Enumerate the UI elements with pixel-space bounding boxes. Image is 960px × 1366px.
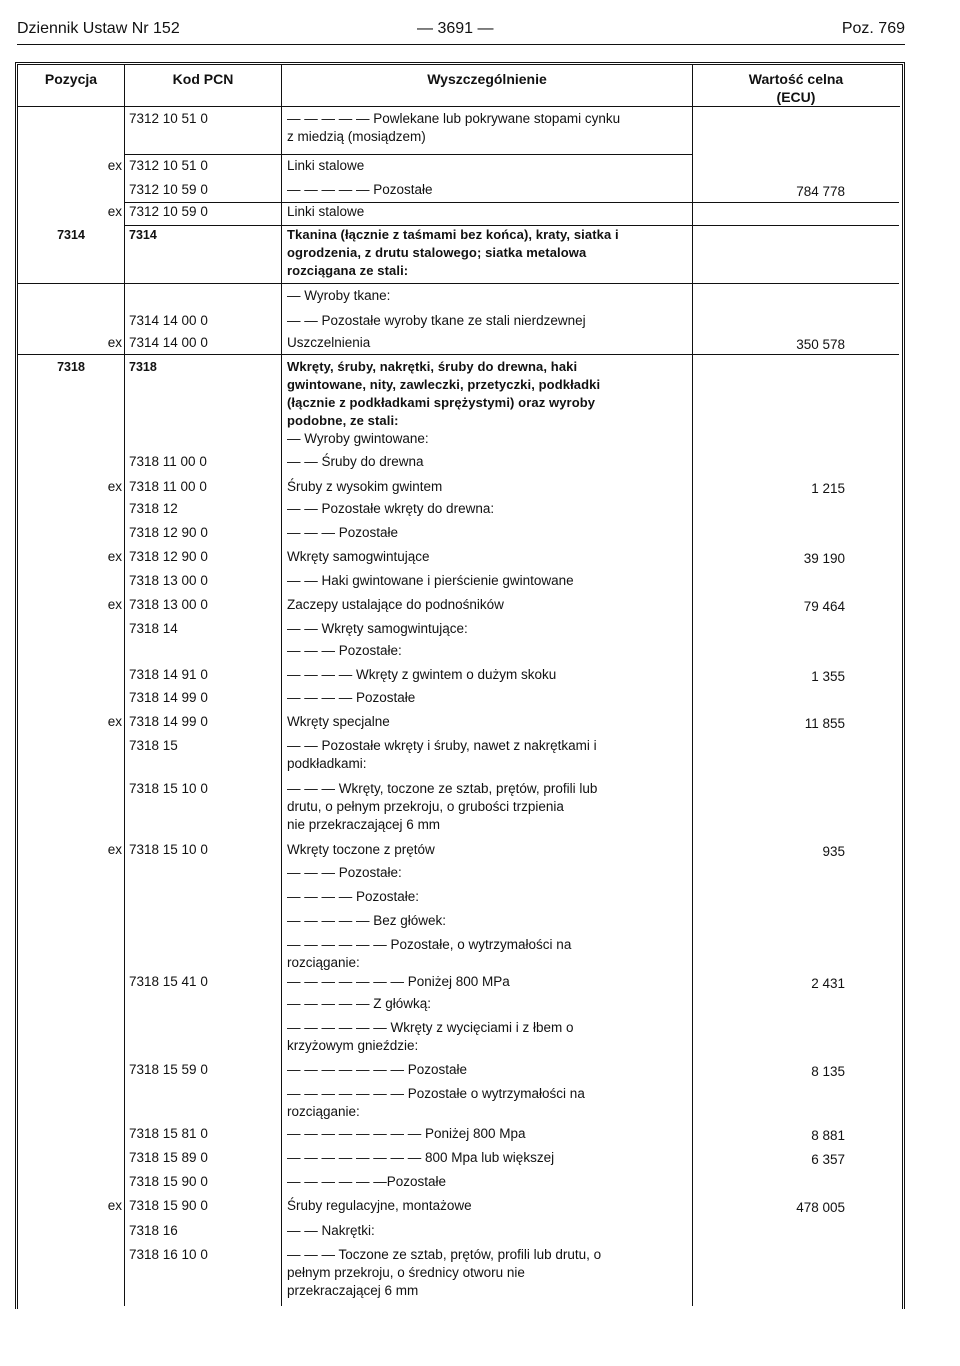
pcn-code-cell: 7318 16 (129, 1223, 178, 1238)
pcn-code-cell: 7312 10 59 0 (129, 204, 208, 219)
pcn-code-cell: 7318 15 (129, 738, 178, 753)
page-number: — 3691 — (417, 20, 494, 37)
customs-value-cell: 478 005 (796, 1200, 845, 1215)
col-divider-3 (692, 65, 693, 1306)
customs-value-cell: 11 855 (804, 716, 845, 731)
ex-marker: ex (107, 1198, 122, 1213)
description-cell: — — Pozostałe wkręty do drewna: (287, 501, 495, 516)
pcn-code-cell: 7318 15 90 0 (129, 1198, 208, 1213)
position-cell: 7318 (57, 360, 85, 374)
pcn-code-cell: 7314 14 00 0 (129, 335, 208, 350)
description-cell: — — — — — — — Pozostałe (287, 1062, 468, 1077)
description-cell: — — — — Pozostałe (287, 690, 416, 705)
pcn-code-cell: 7318 12 90 0 (129, 549, 208, 564)
pcn-code-cell: 7312 10 51 0 (129, 158, 208, 173)
description-cell: — — Śruby do drewna (287, 454, 424, 469)
row-separator (125, 225, 899, 226)
customs-value-cell: 784 778 (796, 184, 845, 199)
pcn-code-cell: 7318 14 99 0 (129, 690, 208, 705)
position-cell: 7314 (57, 228, 85, 242)
pcn-code-cell: 7318 13 00 0 (129, 597, 208, 612)
description-cell: Linki stalowe (287, 204, 365, 219)
pcn-code-cell: 7318 15 10 0 (129, 842, 208, 857)
pcn-code-cell: 7318 15 41 0 (129, 974, 208, 989)
description-cell: — — Pozostałe wyroby tkane ze stali nierdzewnej (287, 313, 586, 328)
description-cell: — — Wkręty samogwintujące: (287, 621, 468, 636)
pcn-code-cell: 7318 12 90 0 (129, 525, 208, 540)
customs-value-cell: 2 431 (811, 976, 845, 991)
description-cell: — — — — — —Pozostałe (287, 1174, 447, 1189)
pcn-code-cell: 7318 15 10 0 (129, 781, 208, 796)
description-cell: Zaczepy ustalające do podnośników (287, 597, 504, 612)
description-cell: — — — — Pozostałe: (287, 889, 420, 904)
column-header-kod: Kod PCN (172, 71, 234, 87)
pcn-code-cell: 7318 12 (129, 501, 178, 516)
pcn-code-cell: 7318 15 90 0 (129, 1174, 208, 1189)
description-cell: — — Haki gwintowane i pierścienie gwintowane (287, 573, 574, 588)
description-cell: — — — Pozostałe: (287, 643, 402, 658)
pcn-code-cell: 7312 10 51 0 (129, 111, 208, 126)
customs-value-cell: 79 464 (803, 599, 845, 614)
description-cell: Wkręty specjalne (287, 714, 390, 729)
column-header-pozycja: Pozycja (44, 71, 98, 87)
description-cell: Śruby z wysokim gwintem (287, 479, 443, 494)
column-header-wartosc: Wartość celna (ECU) (748, 71, 844, 105)
pcn-code-cell: 7318 14 91 0 (129, 667, 208, 682)
position-number: Poz. 769 (841, 20, 905, 37)
customs-value-cell: 39 190 (803, 551, 845, 566)
col-divider-1 (124, 65, 125, 1306)
column-header-opis: Wyszczególnienie (427, 71, 547, 87)
col-divider-2 (281, 65, 282, 1306)
pcn-code-cell: 7314 (129, 228, 157, 242)
ex-marker: ex (107, 335, 122, 350)
description-cell: — — Pozostałe wkręty i śruby, nawet z nakrętkami i podkładkami: (287, 738, 597, 771)
ex-marker: ex (107, 714, 122, 729)
description-cell: Linki stalowe (287, 158, 365, 173)
pcn-code-cell: 7318 11 00 0 (129, 479, 207, 494)
description-cell: — — — — — Bez główek: (287, 913, 447, 928)
pcn-code-cell: 7318 15 81 0 (129, 1126, 208, 1141)
pcn-code-cell: 7318 14 99 0 (129, 714, 208, 729)
description-cell: — — — — — — Pozostałe, o wytrzymałości na rozciąganie: (287, 937, 572, 970)
description-cell: — — — — — — Wkręty z wycięciami i z łbem o krzyżowym gnieździe: (287, 1020, 574, 1053)
description-cell: Śruby regulacyjne, montażowe (287, 1198, 472, 1213)
row-separator (125, 202, 899, 203)
pcn-code-cell: 7318 15 89 0 (129, 1150, 208, 1165)
ex-marker: ex (107, 597, 122, 612)
ex-marker: ex (107, 479, 122, 494)
description-cell: — Wyroby tkane: (287, 288, 391, 303)
description-cell: — — — — — Z główką: (287, 996, 432, 1011)
ex-marker: ex (107, 842, 122, 857)
description-cell: — — — — — Pozostałe (287, 182, 433, 197)
description-cell: — — — Wkręty, toczone ze sztab, prętów, profili lub drutu, o pełnym przekroju, o grubości trzpienia nie przekraczającej 6 mm (287, 781, 598, 832)
description-cell: Uszczelnienia (287, 335, 371, 350)
description-cell: — — — — — — — Poniżej 800 MPa (287, 974, 510, 989)
header-rule (17, 44, 905, 45)
customs-value-cell: 6 357 (811, 1152, 845, 1167)
description-cell: — — — Pozostałe (287, 525, 399, 540)
customs-value-cell: 1 215 (811, 481, 845, 496)
description-cell: — Wyroby gwintowane: (287, 431, 429, 446)
row-separator (18, 283, 899, 284)
row-separator (18, 354, 899, 355)
pcn-code-cell: 7312 10 59 0 (129, 182, 208, 197)
description-cell: — — — — — — — — 800 Mpa lub większej (287, 1150, 555, 1165)
description-cell: Wkręty samogwintujące (287, 549, 430, 564)
description-cell: — — — Toczone ze sztab, prętów, profili lub drutu, o pełnym przekroju, o średnicy otworu nie przekraczającej 6 mm (287, 1247, 602, 1298)
pcn-code-cell: 7314 14 00 0 (129, 313, 208, 328)
ex-marker: ex (107, 549, 122, 564)
pcn-code-cell: 7318 16 10 0 (129, 1247, 208, 1262)
pcn-code-cell: 7318 15 59 0 (129, 1062, 208, 1077)
page-header (17, 20, 905, 42)
description-cell: — — — — — — — Pozostałe o wytrzymałości na rozciąganie: (287, 1086, 585, 1119)
description-cell: — — Nakrętki: (287, 1223, 375, 1238)
tariff-table (15, 62, 903, 1306)
ex-marker: ex (107, 204, 122, 219)
description-cell: — — — — — — — — Poniżej 800 Mpa (287, 1126, 526, 1141)
customs-value-cell: 350 578 (796, 337, 845, 352)
description-cell: Wkręty toczone z prętów (287, 842, 435, 857)
pcn-code-cell: 7318 (129, 360, 157, 374)
journal-title: Dziennik Ustaw Nr 152 (17, 20, 180, 37)
customs-value-cell: 935 (822, 844, 845, 859)
description-cell: Tkanina (łącznie z taśmami bez końca), kraty, siatka i ogrodzenia, z drutu stalowego; siatka metalowa rozciągana ze stali: (287, 227, 619, 278)
pcn-code-cell: 7318 13 00 0 (129, 573, 208, 588)
description-cell: Wkręty, śruby, nakrętki, śruby do drewna, haki gwintowane, nity, zawleczki, przetyczki, podkładki (łącznie z podkładkami sprężystymi) oraz wyroby podobne, ze stali: (287, 359, 601, 428)
row-separator (125, 154, 692, 155)
customs-value-cell: 1 355 (811, 669, 845, 684)
pcn-code-cell: 7318 11 00 0 (129, 454, 207, 469)
header-separator (18, 106, 900, 107)
customs-value-cell: 8 135 (811, 1064, 845, 1079)
ex-marker: ex (107, 158, 122, 173)
description-cell: — — — — — Powlekane lub pokrywane stopami cynku z miedzią (mosiądzem) (287, 111, 621, 144)
customs-value-cell: 8 881 (811, 1128, 845, 1143)
pcn-code-cell: 7318 14 (129, 621, 178, 636)
description-cell: — — — — Wkręty z gwintem o dużym skoku (287, 667, 557, 682)
description-cell: — — — Pozostałe: (287, 865, 402, 880)
